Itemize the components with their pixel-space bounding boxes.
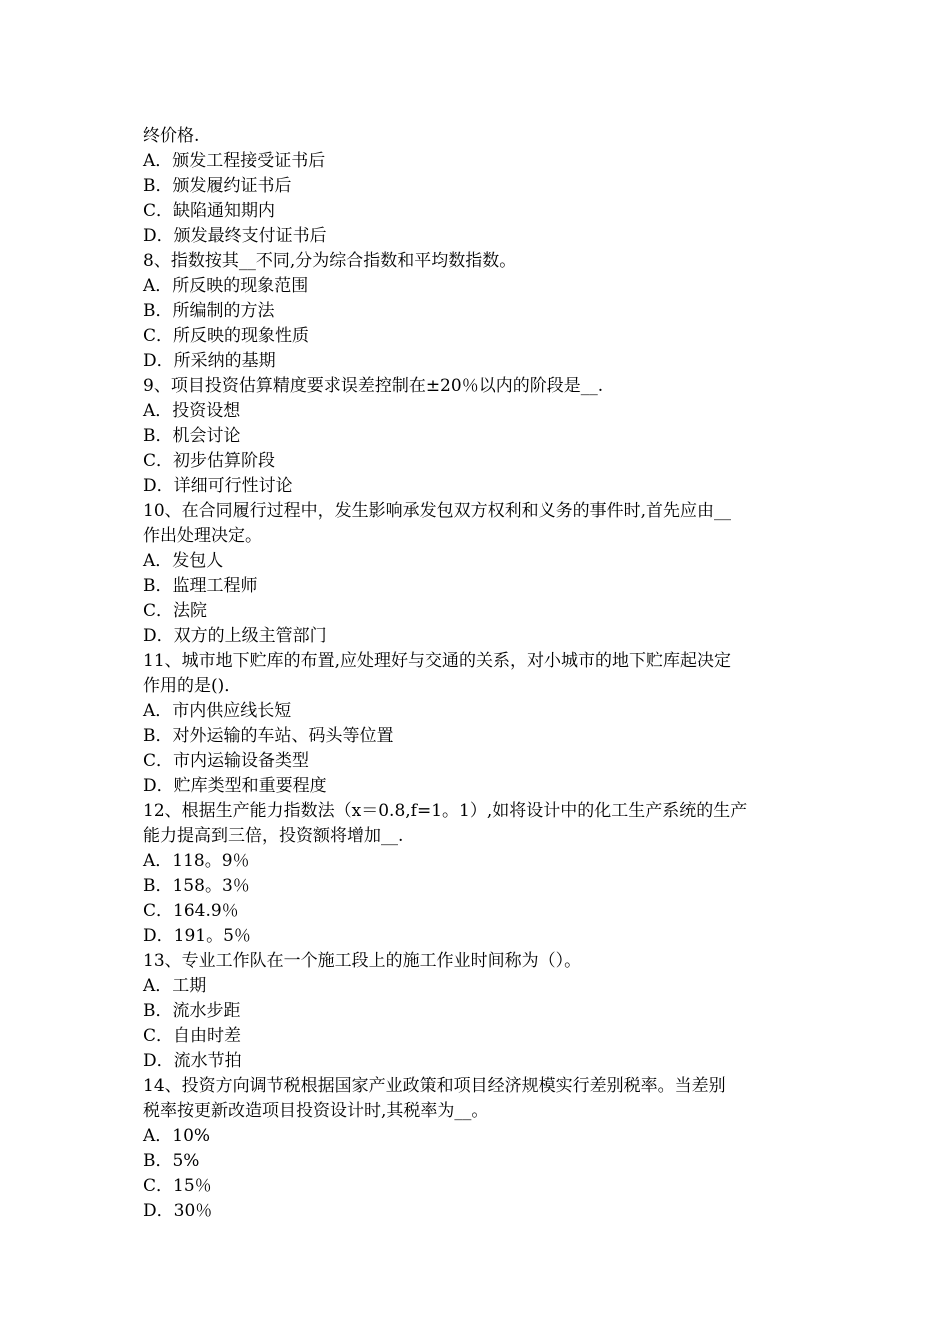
- option-line: C．缺陷通知期内: [143, 201, 276, 221]
- option-line: C．市内运输设备类型: [143, 751, 310, 771]
- question-text: 13、专业工作队在一个施工段上的施工作业时间称为（）。: [143, 951, 582, 971]
- option-line: C．初步估算阶段: [143, 451, 276, 471]
- option-line: C．15％: [143, 1176, 212, 1196]
- lead-line: 终价格.: [143, 126, 200, 146]
- question-13: [143, 949, 815, 1074]
- option-line: B．机会讨论: [143, 426, 241, 446]
- option-line: D．所采纳的基期: [143, 351, 276, 371]
- question-14: [143, 1074, 815, 1224]
- question-text: 10、在合同履行过程中，发生影响承发包双方权利和义务的事件时,首先应由__: [143, 501, 732, 521]
- option-line: A．市内供应线长短: [143, 701, 292, 721]
- question-text-continued: 税率按更新改造项目投资设计时,其税率为__。: [143, 1101, 489, 1121]
- question-text: 14、投资方向调节税根据国家产业政策和项目经济规模实行差别税率。当差别: [143, 1076, 726, 1096]
- option-line: B．对外运输的车站、码头等位置: [143, 726, 394, 746]
- question-text: 9、项目投资估算精度要求误差控制在±20％以内的阶段是__.: [143, 376, 604, 396]
- option-line: A．颁发工程接受证书后: [143, 151, 326, 171]
- option-line: A．发包人: [143, 551, 224, 571]
- option-line: D．贮库类型和重要程度: [143, 776, 327, 796]
- option-line: D．流水节拍: [143, 1051, 242, 1071]
- question-text: 12、根据生产能力指数法（x＝0.8,f=1。1）,如将设计中的化工生产系统的生产: [143, 801, 748, 821]
- option-line: D．颁发最终支付证书后: [143, 226, 327, 246]
- option-line: D．191。5％: [143, 926, 251, 946]
- option-line: A．118。9％: [143, 851, 250, 871]
- document-body: [143, 124, 815, 1224]
- option-line: C．164.9％: [143, 901, 239, 921]
- question-text: 11、城市地下贮库的布置,应处理好与交通的关系，对小城市的地下贮库起决定: [143, 651, 732, 671]
- question-12: [143, 799, 815, 949]
- option-line: C．法院: [143, 601, 208, 621]
- option-line: A．工期: [143, 976, 207, 996]
- option-line: C．自由时差: [143, 1026, 242, 1046]
- question-8: [143, 249, 815, 374]
- option-line: B．所编制的方法: [143, 301, 275, 321]
- option-line: D．详细可行性讨论: [143, 476, 293, 496]
- option-line: B．监理工程师: [143, 576, 258, 596]
- option-line: A．投资设想: [143, 401, 241, 421]
- option-line: B．158。3％: [143, 876, 250, 896]
- question-text-continued: 作出处理决定。: [143, 526, 262, 546]
- question-text-continued: 能力提高到三倍，投资额将增加__.: [143, 826, 404, 846]
- question-10: [143, 499, 815, 649]
- option-line: A．10%: [143, 1126, 211, 1146]
- question-11: [143, 649, 815, 799]
- question-text-continued: 作用的是()．: [143, 676, 242, 696]
- option-line: C．所反映的现象性质: [143, 326, 310, 346]
- lead-options: [143, 149, 815, 249]
- question-text: 8、指数按其__不同,分为综合指数和平均数指数。: [143, 251, 517, 271]
- option-line: D．双方的上级主管部门: [143, 626, 327, 646]
- option-line: B．流水步距: [143, 1001, 241, 1021]
- option-line: D．30％: [143, 1201, 213, 1221]
- option-line: A．所反映的现象范围: [143, 276, 309, 296]
- question-9: [143, 374, 815, 499]
- option-line: B．颁发履约证书后: [143, 176, 292, 196]
- option-line: B．5%: [143, 1151, 200, 1171]
